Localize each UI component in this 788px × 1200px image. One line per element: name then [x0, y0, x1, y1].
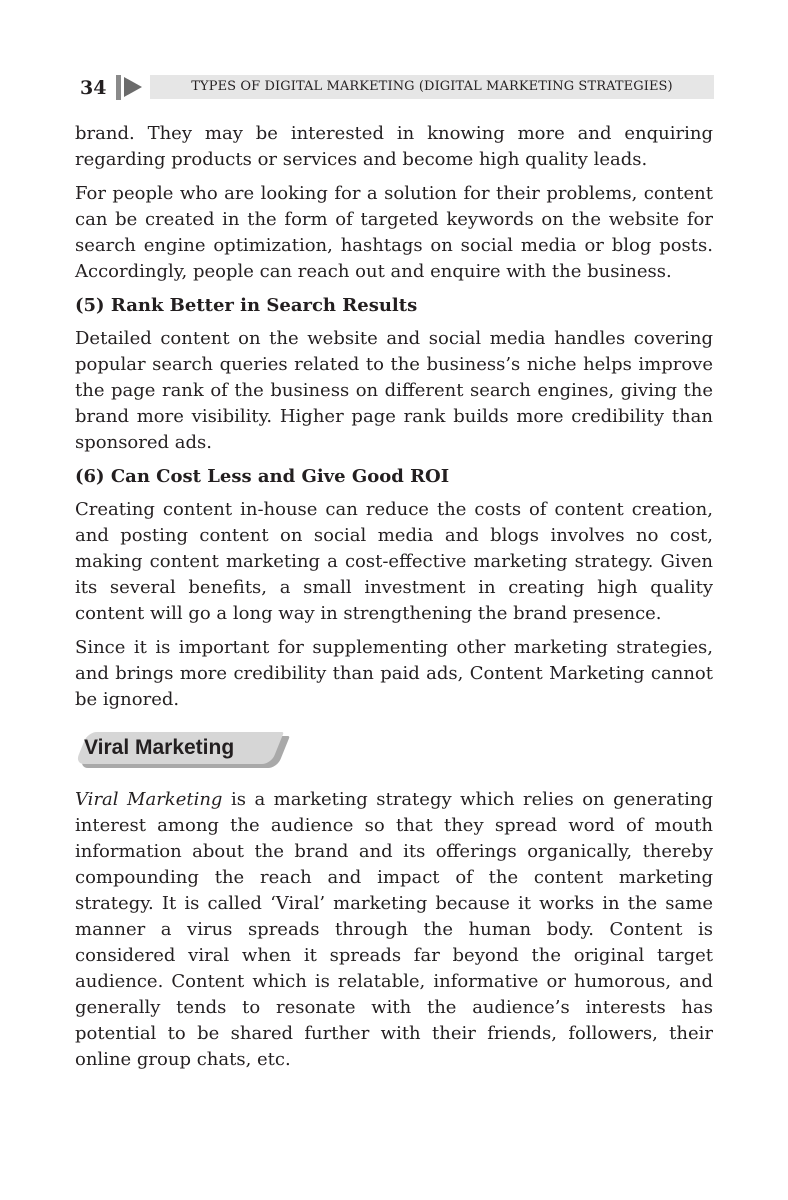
section-heading-badge — [75, 732, 713, 772]
viral-marketing-text: is a marketing strategy which relies on generating interest among the audience so that they spread word of mouth information about the brand and its offerings organically, thereby compounding the reach and impact of the content marketing strategy. It is called ‘Viral’ marketing because it works in the same manner a virus spreads through the human body. Content is considered viral when it spreads far beyond the original target audience. Content which is relatable, informative or humorous, and generally tends to resonate with the audience’s interests has potential to be shared further with their friends, followers, their online group chats, etc. — [75, 789, 713, 1070]
paragraph-content-marketing-summary: Since it is important for supplementing other marketing strategies, and brings more credibility than paid ads, Content Marketing cannot be ignored. — [75, 637, 713, 710]
intro-paragraph-2: For people who are looking for a solution for their problems, content can be created in the form of targeted keywords on the website for search engine optimization, hashtags on social media or blog posts. Accordingly, people can reach out and enquire with the business. — [75, 183, 713, 282]
page-body — [75, 121, 713, 1081]
intro-paragraph-1: brand. They may be interested in knowing more and enquiring regarding products or services and become high quality leads. — [75, 123, 713, 170]
viral-marketing-term: Viral Marketing — [75, 789, 223, 810]
page-number: 34 — [80, 77, 107, 99]
paragraph-cost-less: Creating content in-house can reduce the costs of content creation, and posting content on social media and blogs involves no cost, making content marketing a cost-effective marketing strategy. Given its several benefits, a small investment in creating high quality content will go a long way in strengthening the brand presence. — [75, 499, 713, 624]
running-header — [80, 74, 714, 102]
section-title: Viral Marketing — [84, 736, 235, 759]
play-arrow-icon — [124, 77, 142, 97]
subheading-cost-less: (6) Can Cost Less and Give Good ROI — [75, 466, 450, 487]
subheading-rank-better: (5) Rank Better in Search Results — [75, 295, 418, 316]
running-title-band — [150, 75, 714, 99]
running-title: TYPES OF DIGITAL MARKETING (DIGITAL MARKETING STRATEGIES) — [191, 79, 673, 94]
paragraph-viral-marketing — [75, 787, 713, 1073]
paragraph-rank-better: Detailed content on the website and social media handles covering popular search queries related to the business’s niche helps improve the page rank of the business on different search engines, giving the brand more visibility. Higher page rank builds more credibility than sponsored ads. — [75, 328, 713, 453]
header-divider-bar — [116, 75, 121, 100]
